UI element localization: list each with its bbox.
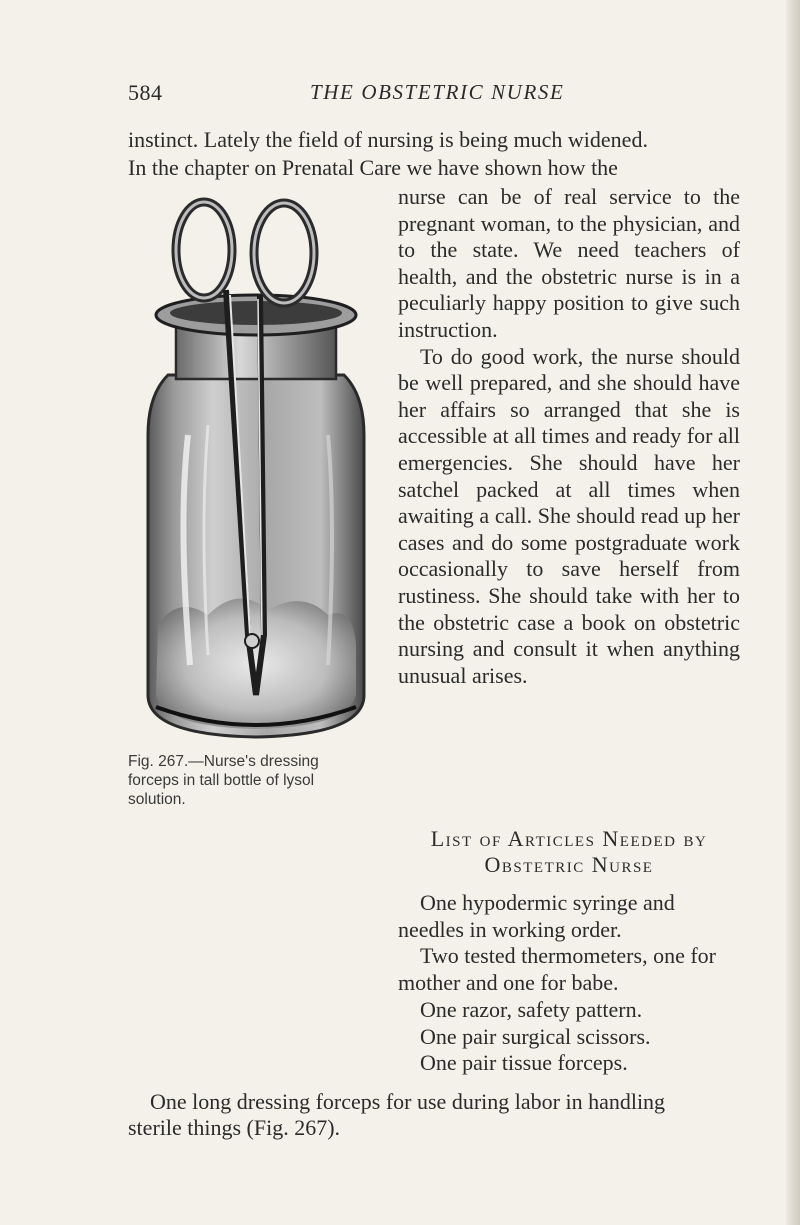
- page-number: 584: [128, 80, 163, 105]
- intro-line-1: instinct. Lately the field of nursing is being much widened.: [128, 127, 648, 152]
- list-item: One razor, safety pattern.: [420, 996, 643, 1022]
- articles-list: [398, 890, 740, 1077]
- section-title-line-2: Obstetric Nurse: [484, 852, 654, 877]
- body-column: [398, 184, 740, 689]
- caption-line-2: forceps in tall bottle of lysol: [128, 772, 315, 789]
- forceps-screw: [245, 634, 259, 648]
- list-item: One hypodermic syringe and needles in working order.: [398, 890, 675, 942]
- caption-line-1: Fig. 267.—Nurse's dressing: [128, 753, 319, 770]
- list-item: Two tested thermometers, one for mother and one for babe.: [398, 943, 716, 996]
- figure-forceps-bottle: [138, 195, 374, 740]
- page-edge: [786, 0, 800, 1225]
- figure-caption: [128, 752, 380, 809]
- running-head: [128, 80, 728, 110]
- intro-line-2: In the chapter on Prenatal Care we have shown how the: [128, 155, 618, 180]
- section-title-line-1: List of Articles Needed by: [430, 826, 708, 851]
- final-line-2: sterile things (Fig. 267).: [128, 1115, 341, 1140]
- caption-line-3: solution.: [128, 791, 186, 808]
- final-line-1: One long dressing forceps for use during labor in handling: [150, 1089, 666, 1114]
- paragraph-2: To do good work, the nurse should be well prepared, and she should have her affairs so arranged that she is accessible at all times and ready for all emergencies. She should have her satchel packed at all times when awaiting a call. She should read up her cases and do some postgraduate work occasionally to save herself from rustiness. She should take with her to the obstetric case a book on obstetric nursing and consult it when anything unusual arises.: [398, 343, 740, 688]
- paragraph-1: nurse can be of real service to the pregnant woman, to the physician, and to the state. We need teachers of health, and the obstetric nurse is in a peculiarly happy position to give such instruction.: [398, 184, 740, 342]
- list-item: One pair surgical scissors.: [420, 1023, 651, 1049]
- list-item: One pair tissue forceps.: [420, 1050, 628, 1076]
- running-title: THE OBSTETRIC NURSE: [310, 80, 565, 104]
